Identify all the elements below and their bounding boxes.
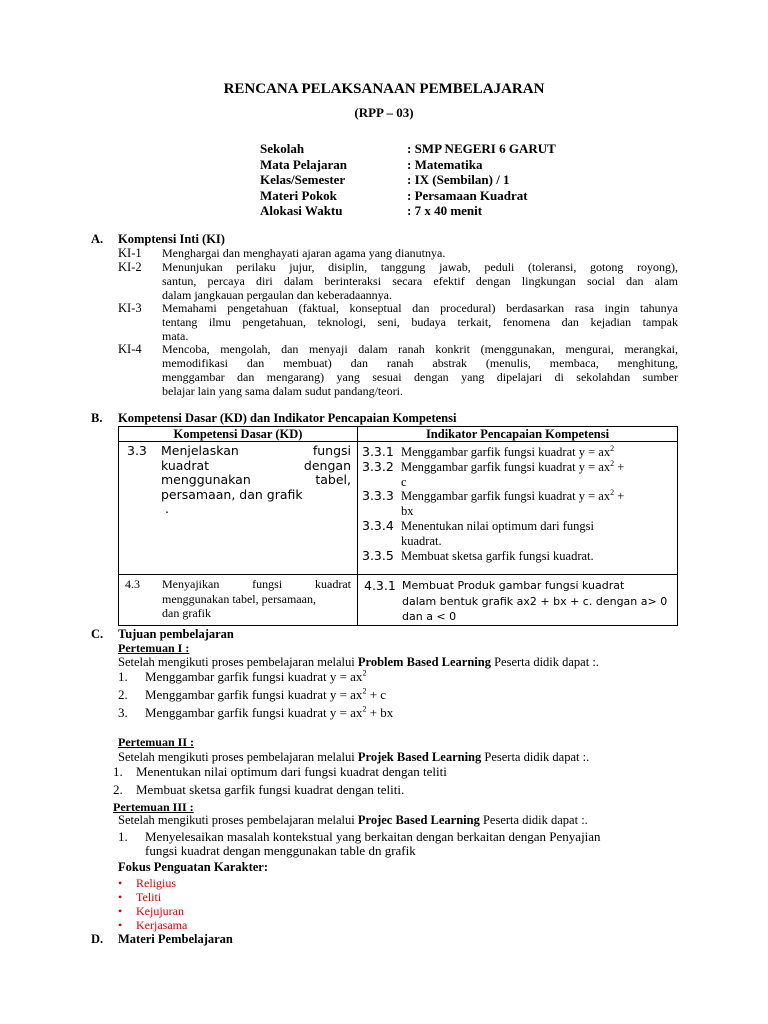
section-d-heading: D. Materi Pembelajaran [91, 932, 233, 946]
pertemuan-1-intro: Setelah mengikuti proses pembelajaran melalui Problem Based Learning Peserta didik dapat :. [118, 655, 599, 669]
indicator-item: 3.3.4 Menentukan nilai optimum dari fungsi kuadrat. [362, 517, 595, 548]
kd-cell: 4.3 Menyajikan fungsi kuadrat menggunakan tabel, persamaan, dan grafik [119, 575, 358, 626]
identity-row: Alokasi Waktu : 7 x 40 menit [260, 203, 483, 218]
kd-table-header [119, 427, 678, 442]
list-item: 1. Menyelesaikan masalah kontekstual yang berkaitan dengan berkaitan dengan Penyajian fungsi kuadrat dengan menggunakan table dn grafik [118, 829, 601, 858]
ipk-cell [358, 442, 678, 575]
document-subtitle: (RPP – 03) [354, 105, 414, 120]
ki-item: KI-1 Menghargai dan menghayati ajaran agama yang dianutnya. [118, 246, 446, 260]
pertemuan-3-label: Pertemuan III : [113, 800, 194, 814]
list-item: • Kerjasama [118, 918, 188, 932]
pertemuan-2-label: Pertemuan II : [118, 735, 194, 749]
bullet-icon: • [118, 890, 123, 904]
pertemuan-2-intro: Setelah mengikuti proses pembelajaran melalui Projek Based Learning Peserta didik dapat :. [118, 750, 590, 764]
kd-cell: 3.3 Menjelaskan fungsi kuadrat dengan menggunakan tabel, persamaan, dan grafik . [119, 442, 358, 575]
focus-list [118, 876, 678, 932]
section-c-heading: C. Tujuan pembelajaran [91, 627, 234, 641]
bullet-icon: • [118, 918, 123, 932]
bullet-icon: • [118, 876, 123, 890]
bullet-icon: • [118, 904, 123, 918]
table-row [119, 575, 678, 626]
list-item: 3. Menggambar garfik fungsi kuadrat $y = ax^2$ + bx [118, 704, 394, 720]
identity-row: Mata Pelajaran : Matematika [260, 156, 483, 172]
list-item: • Kejujuran [118, 904, 184, 918]
pertemuan-1-label: Pertemuan I : [118, 641, 190, 655]
pertemuan-3-intro: Setelah mengikuti proses pembelajaran melalui Projec Based Learning Peserta didik dapat :. [118, 813, 588, 827]
list-item: • Teliti [118, 890, 162, 904]
ki-item: KI-2 Menunjukan perilaku jujur, disiplin, tanggung jawab, peduli (toleransi, gotong royong), santun, percaya diri dalam berinteraksi secara efektif dengan lingkungan social dan alam dalam jangkauan pergaulan dan keberadaannya. [118, 260, 678, 302]
identity-row: Sekolah : SMP NEGERI 6 GARUT [260, 141, 556, 156]
indicator-item: 4.3.1 Membuat Produk gambar fungsi kuadrat dalam bentuk grafik ax2 + bx + c. dengan a> 0 dan a < 0 [364, 578, 668, 623]
list-item: 2. Membuat sketsa garfik fungsi kuadrat dengan teliti. [113, 782, 405, 797]
ipk-cell [358, 575, 678, 626]
table-row [119, 442, 678, 575]
indicator-item: 3.3.1 Menggambar garfik fungsi kuadrat $y = ax^2$ [362, 443, 615, 459]
identity-table [260, 141, 556, 219]
section-a-heading: A. Komptensi Inti (KI) [91, 232, 225, 246]
list-item: 1. Menggambar garfik fungsi kuadrat $y = ax^2$ [118, 668, 367, 684]
section-b-heading: B. Kompetensi Dasar (KD) dan Indikator Pencapaian Kompetensi [91, 411, 457, 425]
list-item: 2. Menggambar garfik fungsi kuadrat $y = ax^2 + c$ [118, 686, 387, 702]
list-item: • Religius [118, 876, 177, 890]
kd-table [118, 426, 678, 626]
ki-item: KI-4 Mencoba, mengolah, dan menyaji dalam ranah konkrit (menggunakan, mengurai, merangkai, memodifikasi dan membuat) dan ranah abstrak (menulis, membaca, menghitung, menggambar dan mengarang) yang sesuai dengan yang dipelajari di sekolahdan sumber belajar lain yang sama dalam sudut pandang/teori. [118, 342, 678, 398]
indicator-item: 3.3.2 Menggambar garfik fungsi kuadrat $y = ax^2$ + c [362, 458, 625, 489]
kd-col-header: Kompetensi Dasar (KD) [119, 427, 358, 442]
identity-row: Materi Pokok : Persamaan Kuadrat [260, 187, 528, 203]
list-item: 1. Menentukan nilai optimum dari fungsi kuadrat dengan teliti [113, 764, 447, 779]
indicator-item: 3.3.5 Membuat sketsa garfik fungsi kuadrat. [362, 547, 594, 563]
document-title: RENCANA PELAKSANAAN PEMBELAJARAN [223, 81, 545, 97]
ki-item: KI-3 Memahami pengetahuan (faktual, konseptual dan procedural) berdasarkan rasa ingin tahunya tentang ilmu pengetahuan, teknologi, seni, budaya terkait, fenomena dan kejadian tampak mata. [118, 301, 678, 343]
ipk-col-header: Indikator Pencapaian Kompetensi [358, 427, 678, 442]
focus-heading: Fokus Penguatan Karakter: [118, 860, 268, 874]
indicator-item: 3.3.3 Menggambar garfik fungsi kuadrat $y = ax^2$ + bx [362, 488, 625, 519]
identity-row: Kelas/Semester : IX (Sembilan) / 1 [260, 172, 510, 187]
